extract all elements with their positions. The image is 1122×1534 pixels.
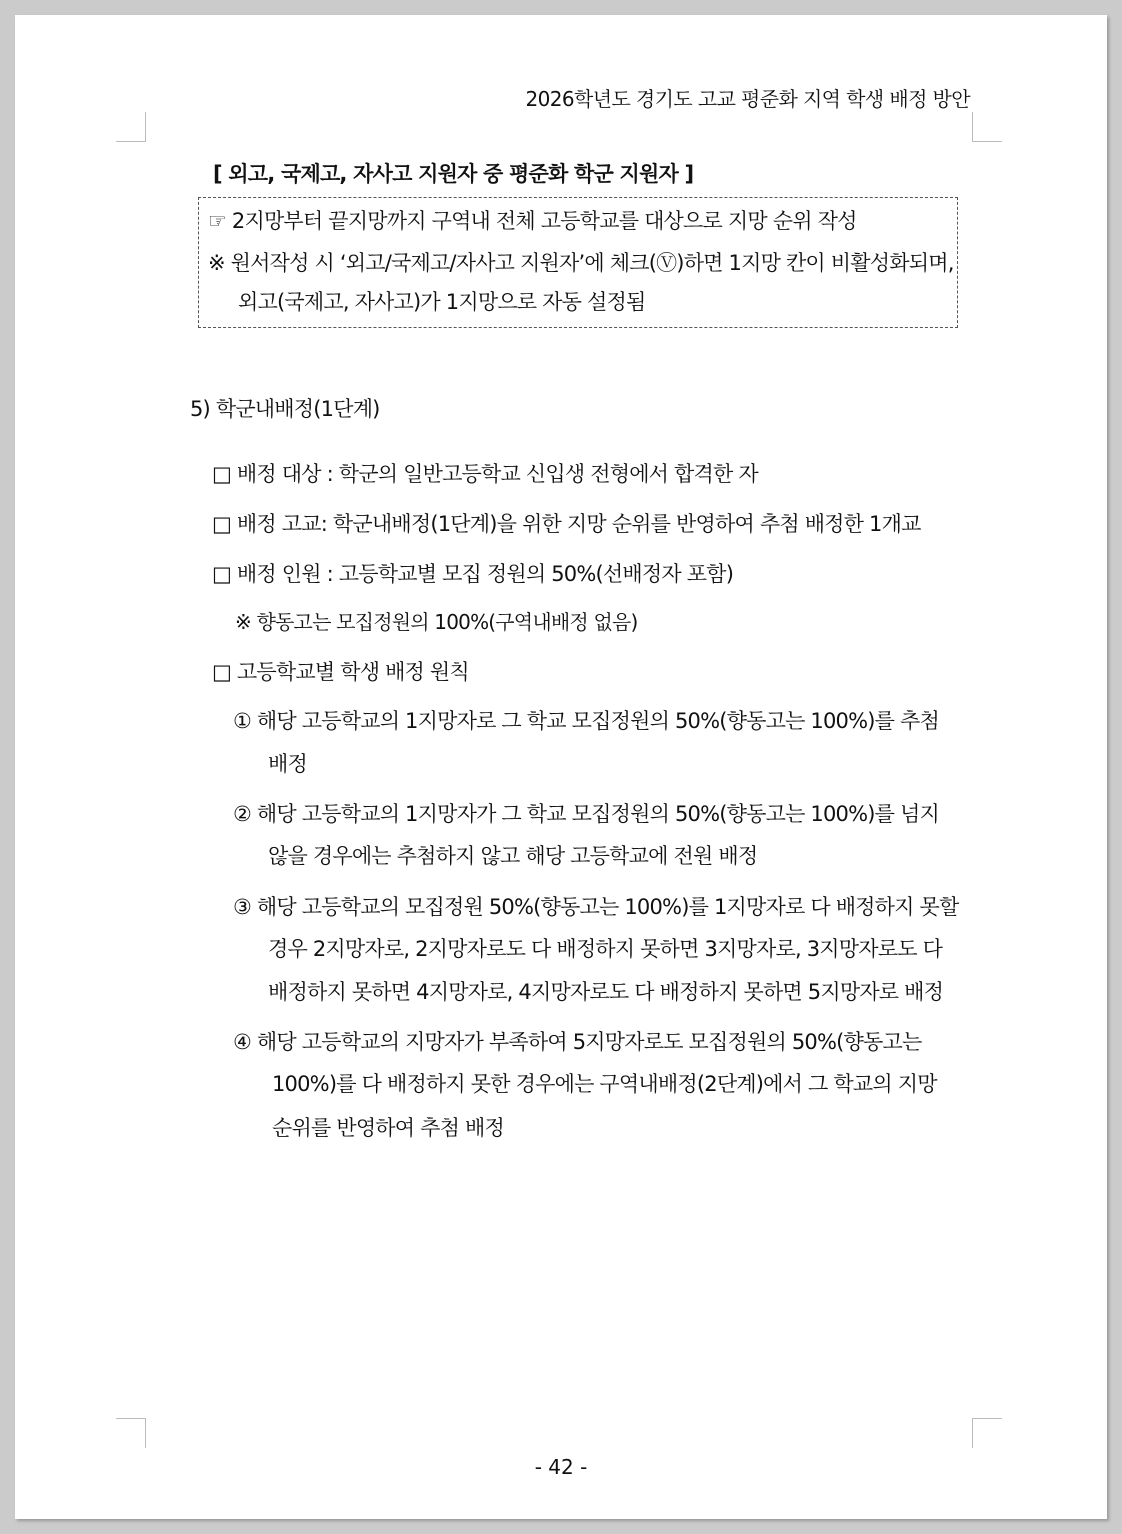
principle-line: 배정 — [268, 752, 307, 776]
principle-line: 않을 경우에는 추첨하지 않고 해당 고등학교에 전원 배정 — [268, 844, 758, 868]
list-item: □ 배정 대상 : 학군의 일반고등학교 신입생 전형에서 합격한 자 — [212, 462, 758, 486]
notice-line: ☞ 2지망부터 끝지망까지 구역내 전체 고등학교를 대상으로 지망 순위 작성 — [208, 209, 857, 233]
list-item: □ 배정 인원 : 고등학교별 모집 정원의 50%(선배정자 포함) — [212, 562, 734, 586]
crop-mark-top-left — [116, 112, 146, 142]
principle-line: 경우 2지망자로, 2지망자로도 다 배정하지 못하면 3지망자로, 3지망자로도 다 — [268, 937, 943, 961]
notice-line: 외고(국제고, 자사고)가 1지망으로 자동 설정됨 — [238, 290, 646, 314]
principle-line: 배정하지 못하면 4지망자로, 4지망자로도 다 배정하지 못하면 5지망자로 배정 — [268, 980, 944, 1004]
crop-mark-top-right — [972, 112, 1002, 142]
principle-line: ③ 해당 고등학교의 모집정원 50%(향동고는 100%)를 1지망자로 다 배정하지 못할 — [233, 895, 959, 919]
list-item: □ 고등학교별 학생 배정 원칙 — [212, 660, 469, 684]
crop-mark-bottom-left — [116, 1418, 146, 1448]
principle-line: ① 해당 고등학교의 1지망자로 그 학교 모집정원의 50%(향동고는 100%)를 추첨 — [233, 709, 939, 733]
list-note: ※ 향동고는 모집정원의 100%(구역내배정 없음) — [235, 610, 638, 634]
list-item: □ 배정 고교: 학군내배정(1단계)을 위한 지망 순위를 반영하여 추첨 배정한 1개교 — [212, 512, 921, 536]
principle-line: ④ 해당 고등학교의 지망자가 부족하여 5지망자로도 모집정원의 50%(향동고는 — [233, 1030, 922, 1054]
principle-line: 100%)를 다 배정하지 못한 경우에는 구역내배정(2단계)에서 그 학교의 지망 — [272, 1072, 937, 1096]
section-heading: 5) 학군내배정(1단계) — [190, 397, 380, 421]
principle-line: 순위를 반영하여 추첨 배정 — [272, 1116, 504, 1140]
notice-title: [ 외고, 국제고, 자사고 지원자 중 평준화 학군 지원자 ] — [213, 162, 694, 186]
principle-line: ② 해당 고등학교의 1지망자가 그 학교 모집정원의 50%(향동고는 100%)를 넘지 — [233, 802, 939, 826]
running-header: 2026학년도 경기도 고교 평준화 지역 학생 배정 방안 — [525, 87, 970, 111]
page-number: - 42 - — [534, 1455, 588, 1479]
notice-line: ※ 원서작성 시 ‘외고/국제고/자사고 지원자’에 체크(Ⓥ)하면 1지망 칸이 비활성화되며, — [208, 251, 954, 275]
crop-mark-bottom-right — [972, 1418, 1002, 1448]
